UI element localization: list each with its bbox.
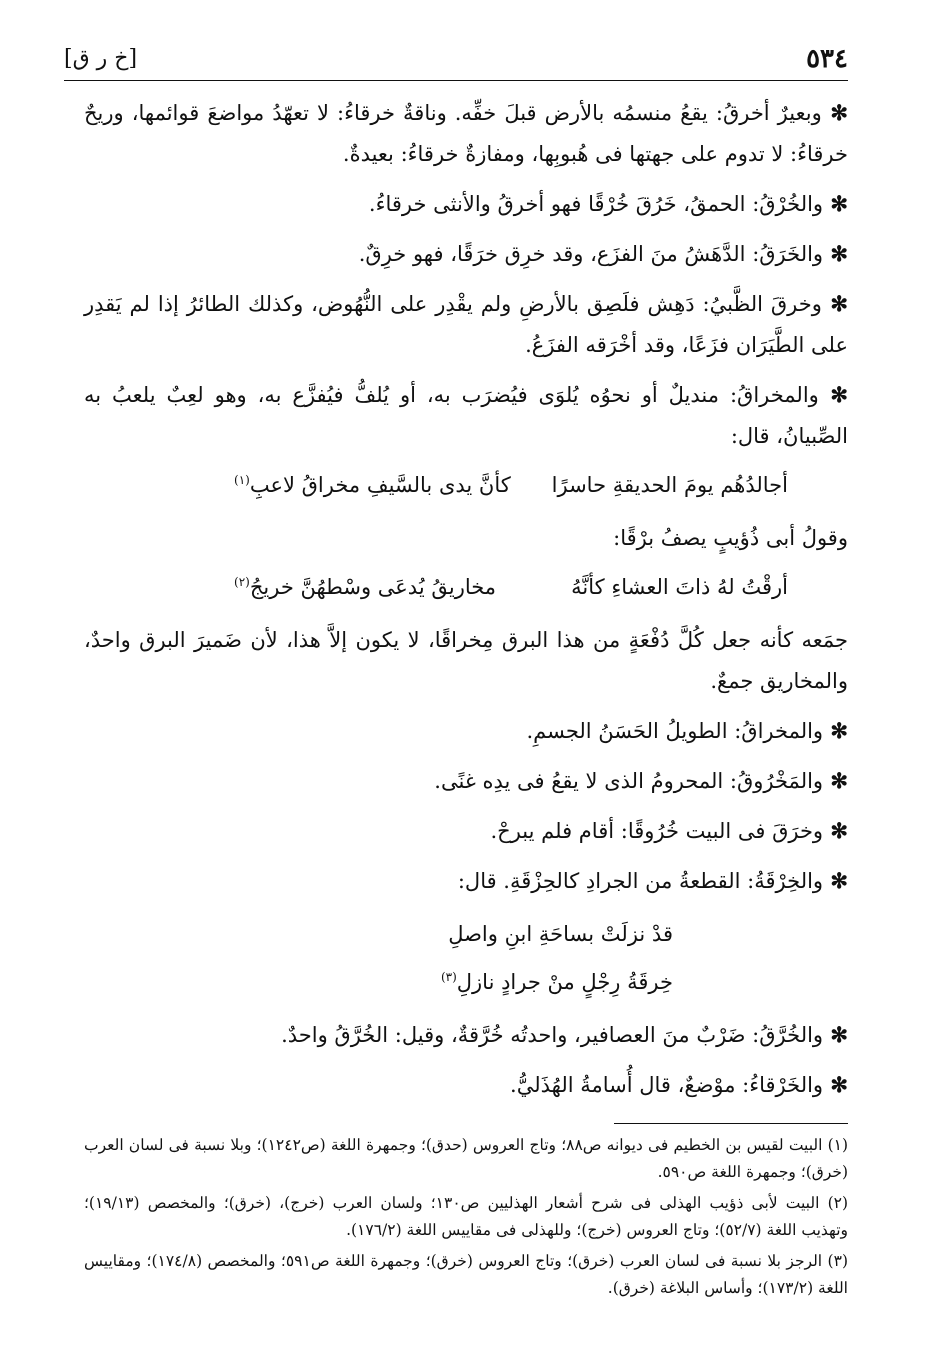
verse-text: مخاريقُ يُدعَى وسْطهُنَّ خريجُ [249, 575, 497, 599]
asterisk-icon: ✻ [823, 868, 848, 893]
page-header [64, 40, 848, 81]
verse-first-hemistich: أرقْتُ لهُ ذاتَ العشاءِ كأنَّهُ [571, 575, 788, 599]
poetry-verse [84, 465, 848, 506]
verse-second-hemistich [234, 465, 511, 506]
entry-paragraph [84, 233, 848, 275]
rajaz-line [84, 958, 673, 1006]
entry-text: والمَخْرُوقُ: المحرومُ الذى لا يقعُ فى يدِه غنًى. [434, 769, 824, 793]
footnote-divider [614, 1123, 848, 1124]
footnote-marker: (٢) [234, 575, 250, 589]
entry-paragraph [84, 1064, 848, 1106]
root-label: [خ ر ق] [64, 46, 138, 71]
entry-text: وبعيرٌ أخرقُ: يقعُ منسمُه بالأرض قبلَ خفِّه. وناقةٌ خرقاءُ: لا تعهّدُ مواضعَ قوائمها، وريحٌ خرقاءُ: لا تدوم على جهتها فى هُبوبِها، ومفازةٌ خرقاءُ: بعيدةٌ. [84, 101, 848, 166]
entry-text: والمخراقُ: الطويلُ الحَسَنُ الجسمِ. [526, 719, 824, 743]
rajaz-verse [84, 910, 848, 1006]
entry-text: والخِرْقَةُ: القطعةُ من الجرادِ كالحِزْقَةِ. قال: [457, 869, 824, 893]
entry-paragraph [84, 1014, 848, 1056]
asterisk-icon: ✻ [818, 382, 848, 407]
entry-text: والخُرَّقُ: ضَرْبٌ منَ العصافير، واحدتُه خُرَّقةٌ، وقيل: الخُرَّقُ واحدٌ. [281, 1023, 824, 1047]
poetry-verse [84, 567, 848, 608]
footnote: (١) البيت لقيس بن الخطيم فى ديوانه ص٨٨؛ وتاج العروس (حدق)؛ وجمهرة اللغة (ص١٢٤٢)؛ وبلا نسبة فى لسان العرب (خرق)؛ وجمهرة اللغة ص٥٩٠. [84, 1136, 849, 1181]
entry-paragraph: جمَعه كأنه جعل كُلَّ دُفْعَةٍ من هذا البرق مِخراقًا، لا يكون إلاَّ هذا، لأن ضَميرَ البرق واحدٌ، والمخاريق جمعٌ. [84, 628, 848, 693]
asterisk-icon: ✻ [823, 1072, 848, 1097]
entry-paragraph [84, 92, 848, 175]
verse-first-hemistich: أجالدُهُم يومَ الحديقةِ حاسرًا [551, 473, 788, 497]
rajaz-line: قدْ نزلَتْ بساحَةِ ابنِ واصلِ [448, 922, 673, 946]
asterisk-icon: ✻ [823, 1022, 848, 1047]
entry-paragraph [84, 860, 848, 902]
entry-paragraph [84, 183, 848, 225]
entry-paragraph [84, 283, 848, 366]
verse-text: كأنَّ يدى بالسَّيفِ مخراقُ لاعبِ [249, 473, 511, 497]
verse-second-hemistich [234, 567, 496, 608]
entry-text: وخرَقَ فى البيت خُرُوقًا: أقام فلم يبرحْ. [490, 819, 824, 843]
entry-paragraph [84, 810, 848, 852]
asterisk-icon: ✻ [821, 100, 848, 125]
entry-text: والخَرَقُ: الدَّهَشُ منَ الفزَع، وقد خرِق خرَقًا، فهو خرِقٌ. [358, 242, 824, 266]
entry-body [84, 92, 848, 1114]
entry-text: وخرقَ الظَّبيُ: دَهِش فلَصِق بالأرضِ ولم يقْدِر على النُّهُوض، وكذلك الطائرُ إذا لم يَقدِر على الطَّيَرَان فزَعًا، وقد أخْرَقه الفزَعُ. [84, 292, 848, 357]
footnotes [84, 1132, 848, 1306]
asterisk-icon: ✻ [823, 241, 848, 266]
asterisk-icon: ✻ [823, 818, 848, 843]
footnote: (٣) الرجز بلا نسبة فى لسان العرب (خرق)؛ وتاج العروس (خرق)؛ وجمهرة اللغة ص٥٩١؛ والمخصص (١٧٤/٨)؛ ومقاييس اللغة (١٧٣/٢)؛ وأساس البلاغة (خرق). [84, 1252, 848, 1297]
verse-intro: وقولُ أبى ذُؤيبٍ يصفُ برْقًا: [613, 526, 848, 550]
entry-paragraph [84, 760, 848, 802]
footnote-marker: (١) [234, 473, 250, 487]
page-number: ٥٣٤ [806, 44, 848, 74]
entry-paragraph [84, 374, 848, 457]
entry-text: والخَرْقاءُ: موْضعٌ، قال أُسامةُ الهُذَليُّ. [510, 1073, 824, 1097]
asterisk-icon: ✻ [823, 718, 848, 743]
asterisk-icon: ✻ [823, 191, 848, 216]
footnote-marker: (٣) [440, 970, 457, 984]
entry-text: والخُرْقُ: الحمقُ، خَرُقَ خُرْقًا فهو أخرقُ والأنثى خرقاءُ. [368, 192, 824, 216]
rajaz-text: خِرقَةُ رِجْلٍ منْ جرادٍ نازلِ [456, 970, 673, 994]
entry-paragraph [84, 710, 848, 752]
footnote: (٢) البيت لأبى ذؤيب الهذلى فى شرح أشعار الهذليين ص١٣٠؛ ولسان العرب (خرج)، (خرق)؛ والمخصص (١٩/١٣)؛ وتهذيب اللغة (٥٢/٧)؛ وتاج العروس (خرج)؛ وللهذلى فى مقاييس اللغة (١٧٦/٢). [84, 1194, 849, 1239]
entry-text: والمخراقُ: منديلٌ أو نحوُه يُلوَى فيُضرَب به، أو يُلفُّ فيُفزَّع به، وهو لعِبٌ يلعبُ به الصِّبيانُ، قال: [84, 383, 848, 448]
asterisk-icon: ✻ [821, 291, 848, 316]
asterisk-icon: ✻ [823, 768, 848, 793]
